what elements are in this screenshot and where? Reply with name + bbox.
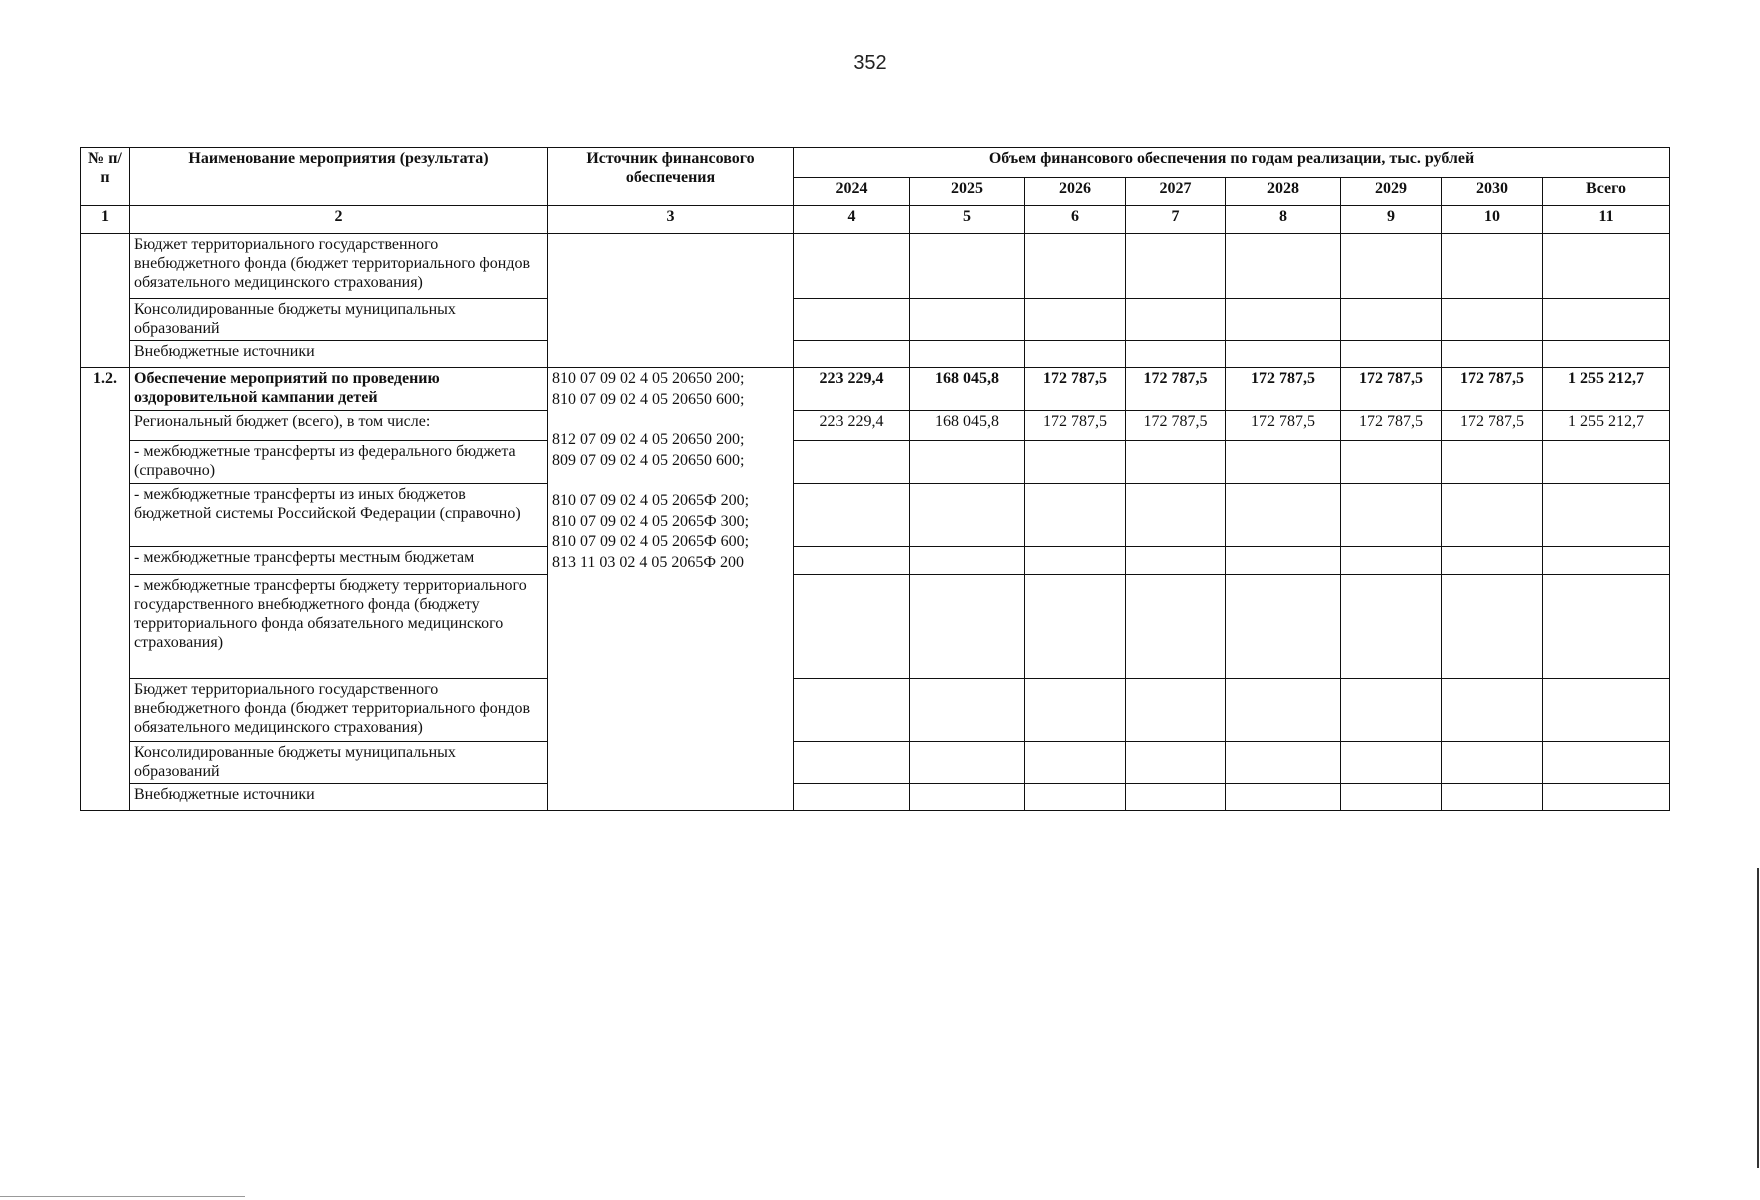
- value-2024: 223 229,4: [794, 368, 910, 411]
- col-number: 5: [910, 206, 1025, 234]
- source-empty: [548, 234, 794, 368]
- row-index: 1.2.: [81, 368, 130, 811]
- code-line: 813 11 03 02 4 05 2065Ф 200: [552, 553, 745, 571]
- col-number: 7: [1126, 206, 1226, 234]
- table-row: [81, 742, 1670, 784]
- value-2024: 223 229,4: [794, 411, 910, 441]
- code-line: 810 07 09 02 4 05 20650 200;: [552, 370, 745, 387]
- value-2028: 172 787,5: [1226, 411, 1341, 441]
- row-name: Бюджет территориального государственного внебюджетного фонда (бюджет территориального фондов обязательного медицинского страхования): [130, 679, 548, 742]
- table-row: [81, 299, 1670, 341]
- value-2029: 172 787,5: [1341, 411, 1442, 441]
- table-row: [81, 547, 1670, 575]
- value-2026: 172 787,5: [1025, 411, 1126, 441]
- code-line: 812 07 09 02 4 05 20650 200;: [552, 431, 745, 448]
- value-total: 1 255 212,7: [1543, 368, 1670, 411]
- col-number: 10: [1442, 206, 1543, 234]
- row-name: Консолидированные бюджеты муниципальных образований: [130, 742, 548, 784]
- header-name: Наименование мероприятия (результата): [130, 148, 548, 206]
- value-2027: 172 787,5: [1126, 411, 1226, 441]
- col-number: 6: [1025, 206, 1126, 234]
- value-2030: 172 787,5: [1442, 411, 1543, 441]
- value-2025: 168 045,8: [910, 368, 1025, 411]
- code-line: 810 07 09 02 4 05 2065Ф 200;: [552, 492, 750, 509]
- budget-codes: [548, 368, 794, 811]
- header-source: Источник финансового обеспечения: [548, 148, 794, 206]
- value-2027: 172 787,5: [1126, 368, 1226, 411]
- table-row: [81, 368, 1670, 411]
- row-index-empty: [81, 234, 130, 368]
- row-name: - межбюджетные трансферты из иных бюджетов бюджетной системы Российской Федерации (справочно): [130, 484, 548, 547]
- table-row: [81, 784, 1670, 811]
- code-line: 810 07 09 02 4 05 20650 600;: [552, 390, 745, 408]
- year-total: Всего: [1543, 178, 1670, 206]
- value-2026: 172 787,5: [1025, 368, 1126, 411]
- value-total: 1 255 212,7: [1543, 411, 1670, 441]
- row-name: Региональный бюджет (всего), в том числе:: [130, 411, 548, 441]
- year-2028: 2028: [1226, 178, 1341, 206]
- financing-table: [80, 147, 1670, 811]
- table-row: [81, 234, 1670, 299]
- col-number: 9: [1341, 206, 1442, 234]
- header-row-1: [81, 148, 1670, 178]
- value-2028: 172 787,5: [1226, 368, 1341, 411]
- code-line: 810 07 09 02 4 05 2065Ф 600;: [552, 533, 750, 550]
- col-number: 2: [130, 206, 548, 234]
- value-2025: 168 045,8: [910, 411, 1025, 441]
- row-name: Бюджет территориального государственного внебюджетного фонда (бюджет территориального фондов обязательного медицинского страхования): [130, 234, 548, 299]
- row-name: Обеспечение мероприятий по проведению оздоровительной кампании детей: [130, 368, 548, 411]
- header-num: № п/п: [81, 148, 130, 206]
- year-2029: 2029: [1341, 178, 1442, 206]
- value-2029: 172 787,5: [1341, 368, 1442, 411]
- year-2025: 2025: [910, 178, 1025, 206]
- row-name: Консолидированные бюджеты муниципальных образований: [130, 299, 548, 341]
- row-name: Внебюджетные источники: [130, 784, 548, 811]
- row-name: - межбюджетные трансферты из федерального бюджета (справочно): [130, 441, 548, 484]
- row-name: - межбюджетные трансферты местным бюджетам: [130, 547, 548, 575]
- scan-edge-mark: [1757, 868, 1759, 1168]
- header-volume: Объем финансового обеспечения по годам реализации, тыс. рублей: [794, 148, 1670, 178]
- column-numbers-row: [81, 206, 1670, 234]
- row-name: Внебюджетные источники: [130, 341, 548, 368]
- table-row: [81, 411, 1670, 441]
- col-number: 4: [794, 206, 910, 234]
- year-2027: 2027: [1126, 178, 1226, 206]
- year-2024: 2024: [794, 178, 910, 206]
- page-number: 352: [853, 52, 887, 74]
- code-line: 810 07 09 02 4 05 2065Ф 300;: [552, 512, 750, 530]
- scan-bottom-line: [0, 1196, 245, 1197]
- code-line: 809 07 09 02 4 05 20650 600;: [552, 451, 745, 469]
- table-row: [81, 575, 1670, 679]
- year-2030: 2030: [1442, 178, 1543, 206]
- col-number: 3: [548, 206, 794, 234]
- table-row: [81, 341, 1670, 368]
- row-name: - межбюджетные трансферты бюджету территориального государственного внебюджетного фонда (бюджету территориального фонда обязательного медицинского страхования): [130, 575, 548, 679]
- table-row: [81, 484, 1670, 547]
- col-number: 8: [1226, 206, 1341, 234]
- year-2026: 2026: [1025, 178, 1126, 206]
- table-row: [81, 679, 1670, 742]
- col-number: 11: [1543, 206, 1670, 234]
- table-row: [81, 441, 1670, 484]
- value-2030: 172 787,5: [1442, 368, 1543, 411]
- col-number: 1: [81, 206, 130, 234]
